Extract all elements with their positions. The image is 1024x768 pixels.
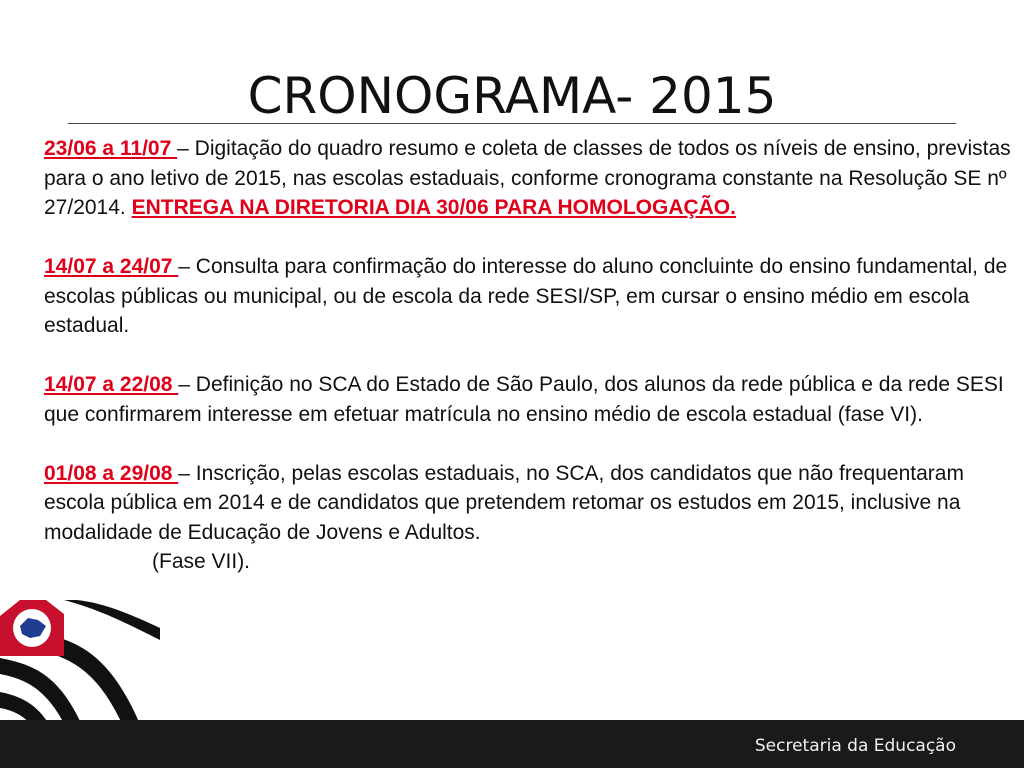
schedule-date: 14/07 a 24/07 xyxy=(44,255,179,278)
title-divider xyxy=(68,123,956,124)
schedule-list xyxy=(44,134,1019,606)
slide-title: CRONOGRAMA- 2015 xyxy=(247,67,777,125)
schedule-description: – Consulta para confirmação do interesse do aluno concluinte do ensino fundamental, de escolas públicas ou municipal, ou de escola da rede SESI/SP, em cursar o ensino médio em escola estadual. xyxy=(44,255,1008,337)
delivery-alert: ENTREGA NA DIRETORIA DIA 30/06 PARA HOMOLOGAÇÃO. xyxy=(131,196,736,219)
schedule-description: – Inscrição, pelas escolas estaduais, no SCA, dos candidatos que não frequentaram escola pública em 2014 e de candidatos que pretendem retomar os estudos em 2015, inclusive na modalidade de Educação de Jovens e Adultos. xyxy=(44,461,964,544)
schedule-description: – Definição no SCA do Estado de São Paulo, dos alunos da rede pública e da rede SESI que confirmarem interesse em efetuar matrícula no ensino médio de escola estadual (fase VI). xyxy=(44,373,1004,426)
schedule-item xyxy=(44,252,1019,341)
schedule-description: – Digitação do quadro resumo e coleta de classes de todos os níveis de ensino, previstas para o ano letivo de 2015, nas escolas estaduais, conforme cronograma constante na Resolução SE nº 27/2014. xyxy=(44,137,1011,219)
schedule-item xyxy=(44,134,1019,223)
flag-canton xyxy=(0,600,64,656)
schedule-date: 01/08 a 29/08 xyxy=(44,461,179,485)
schedule-date: 14/07 a 22/08 xyxy=(44,373,179,396)
schedule-item xyxy=(44,370,1019,429)
footer-bar xyxy=(0,720,1024,768)
footer-label: Secretaria da Educação xyxy=(754,736,956,756)
schedule-date: 23/06 a 11/07 xyxy=(44,137,178,160)
schedule-phase-note: (Fase VII). xyxy=(152,550,251,573)
schedule-item xyxy=(44,459,1019,577)
